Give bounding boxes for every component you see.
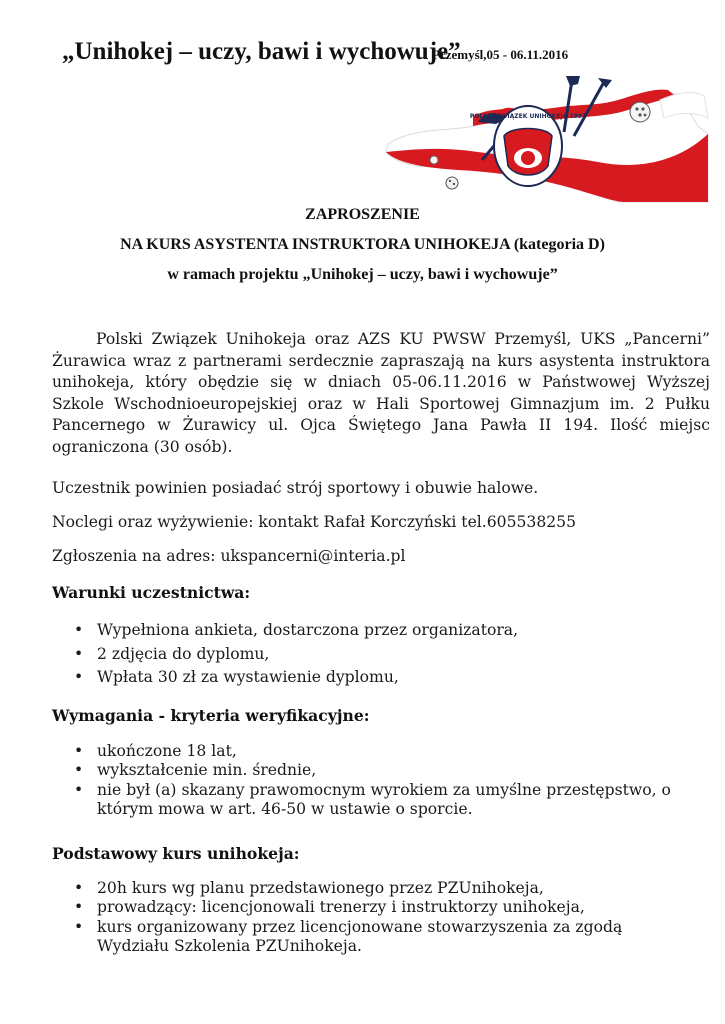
bullet-icon: • — [74, 780, 84, 799]
bullet-icon: • — [74, 761, 84, 780]
intro-paragraph — [52, 329, 710, 458]
ball-icon — [630, 102, 650, 122]
list-item: • nie był (a) skazany prawomocnym wyrokiem za umyślne przestępstwo, o którym mowa w art. 46-50 w ustawie o sporcie. — [74, 780, 671, 818]
list-item: • 2 zdjęcia do dyplomu, — [52, 643, 672, 667]
heading-course: NA KURS ASYSTENTA INSTRUKTORA UNIHOKEJA (kategoria D) — [120, 236, 605, 253]
list-item: • Wpłata 30 zł za wystawienie dyplomu, — [52, 666, 672, 690]
list-item: • ukończone 18 lat, — [74, 742, 237, 760]
bullet-icon: • — [74, 621, 84, 639]
applications-email: Zgłoszenia na adres: ukspancerni@interia.pl — [52, 547, 406, 565]
tiny-ball-icon — [430, 156, 438, 164]
bullet-icon: • — [74, 917, 84, 936]
intro-text: Polski Związek Unihokeja oraz AZS KU PWSW Przemyśl, UKS „Pancerni” Żurawica wraz z partnerami serdecznie zapraszają na kurs asystenta instruktora unihokeja, który obędzie się w dniach 05-06.11.2016 w Państwowej Wyższej Szkole Wschodnioeuropejskiej oraz w Hali Sportowej Gimnazjum im. 2 Pułku Pancernego w Żurawicy ul. Ojca Świętego Jana Pawła II 194. Ilość miejsc ograniczona (30 osób). — [52, 330, 710, 456]
heading-invitation: ZAPROSZENIE — [305, 206, 420, 223]
list-item: • kurs organizowany przez licencjonowane stowarzyszenia za zgodą Wydziału Szkolenia PZUnihokeja. — [74, 917, 623, 955]
bullet-icon: • — [74, 644, 84, 663]
conditions-title: Warunki uczestnictwa: — [52, 583, 251, 602]
list-item: • wykształcenie min. średnie, — [74, 761, 317, 780]
svg-text:POLSKI ZWIĄZEK UNIHOKEJA 1997: POLSKI ZWIĄZEK UNIHOKEJA 1997 — [469, 113, 587, 120]
course-title: Podstawowy kurs unihokeja: — [52, 844, 300, 863]
list-item: • prowadzący: licencjonowali trenerzy i instruktorzy unihokeja, — [74, 898, 585, 917]
requirements-list — [52, 742, 672, 819]
document-title: „Unihokej – uczy, bawi i wychowuje” — [62, 38, 461, 65]
heading-project: w ramach projektu „Unihokej – uczy, bawi i wychowuje” — [167, 266, 558, 283]
bullet-icon: • — [74, 879, 84, 897]
conditions-list — [52, 619, 672, 690]
attire-note: Uczestnik powinien posiadać strój sportowy i obuwie halowe. — [52, 479, 539, 497]
requirements-title: Wymagania - kryteria weryfikacyjne: — [52, 706, 370, 725]
bullet-icon: • — [74, 898, 84, 917]
bullet-icon: • — [74, 668, 84, 686]
course-list — [52, 879, 672, 956]
list-item: • Wypełniona ankieta, dostarczona przez organizatora, — [52, 619, 672, 643]
bullet-icon: • — [74, 742, 84, 760]
document-date: Przemyśl,05 - 06.11.2016 — [432, 47, 569, 62]
pzu-logo — [378, 74, 710, 204]
list-item: • 20h kurs wg planu przedstawionego przez PZUnihokeja, — [74, 879, 544, 897]
lodging-contact: Noclegi oraz wyżywienie: kontakt Rafał Korczyński tel.605538255 — [52, 513, 577, 531]
small-ball-icon — [446, 177, 458, 189]
